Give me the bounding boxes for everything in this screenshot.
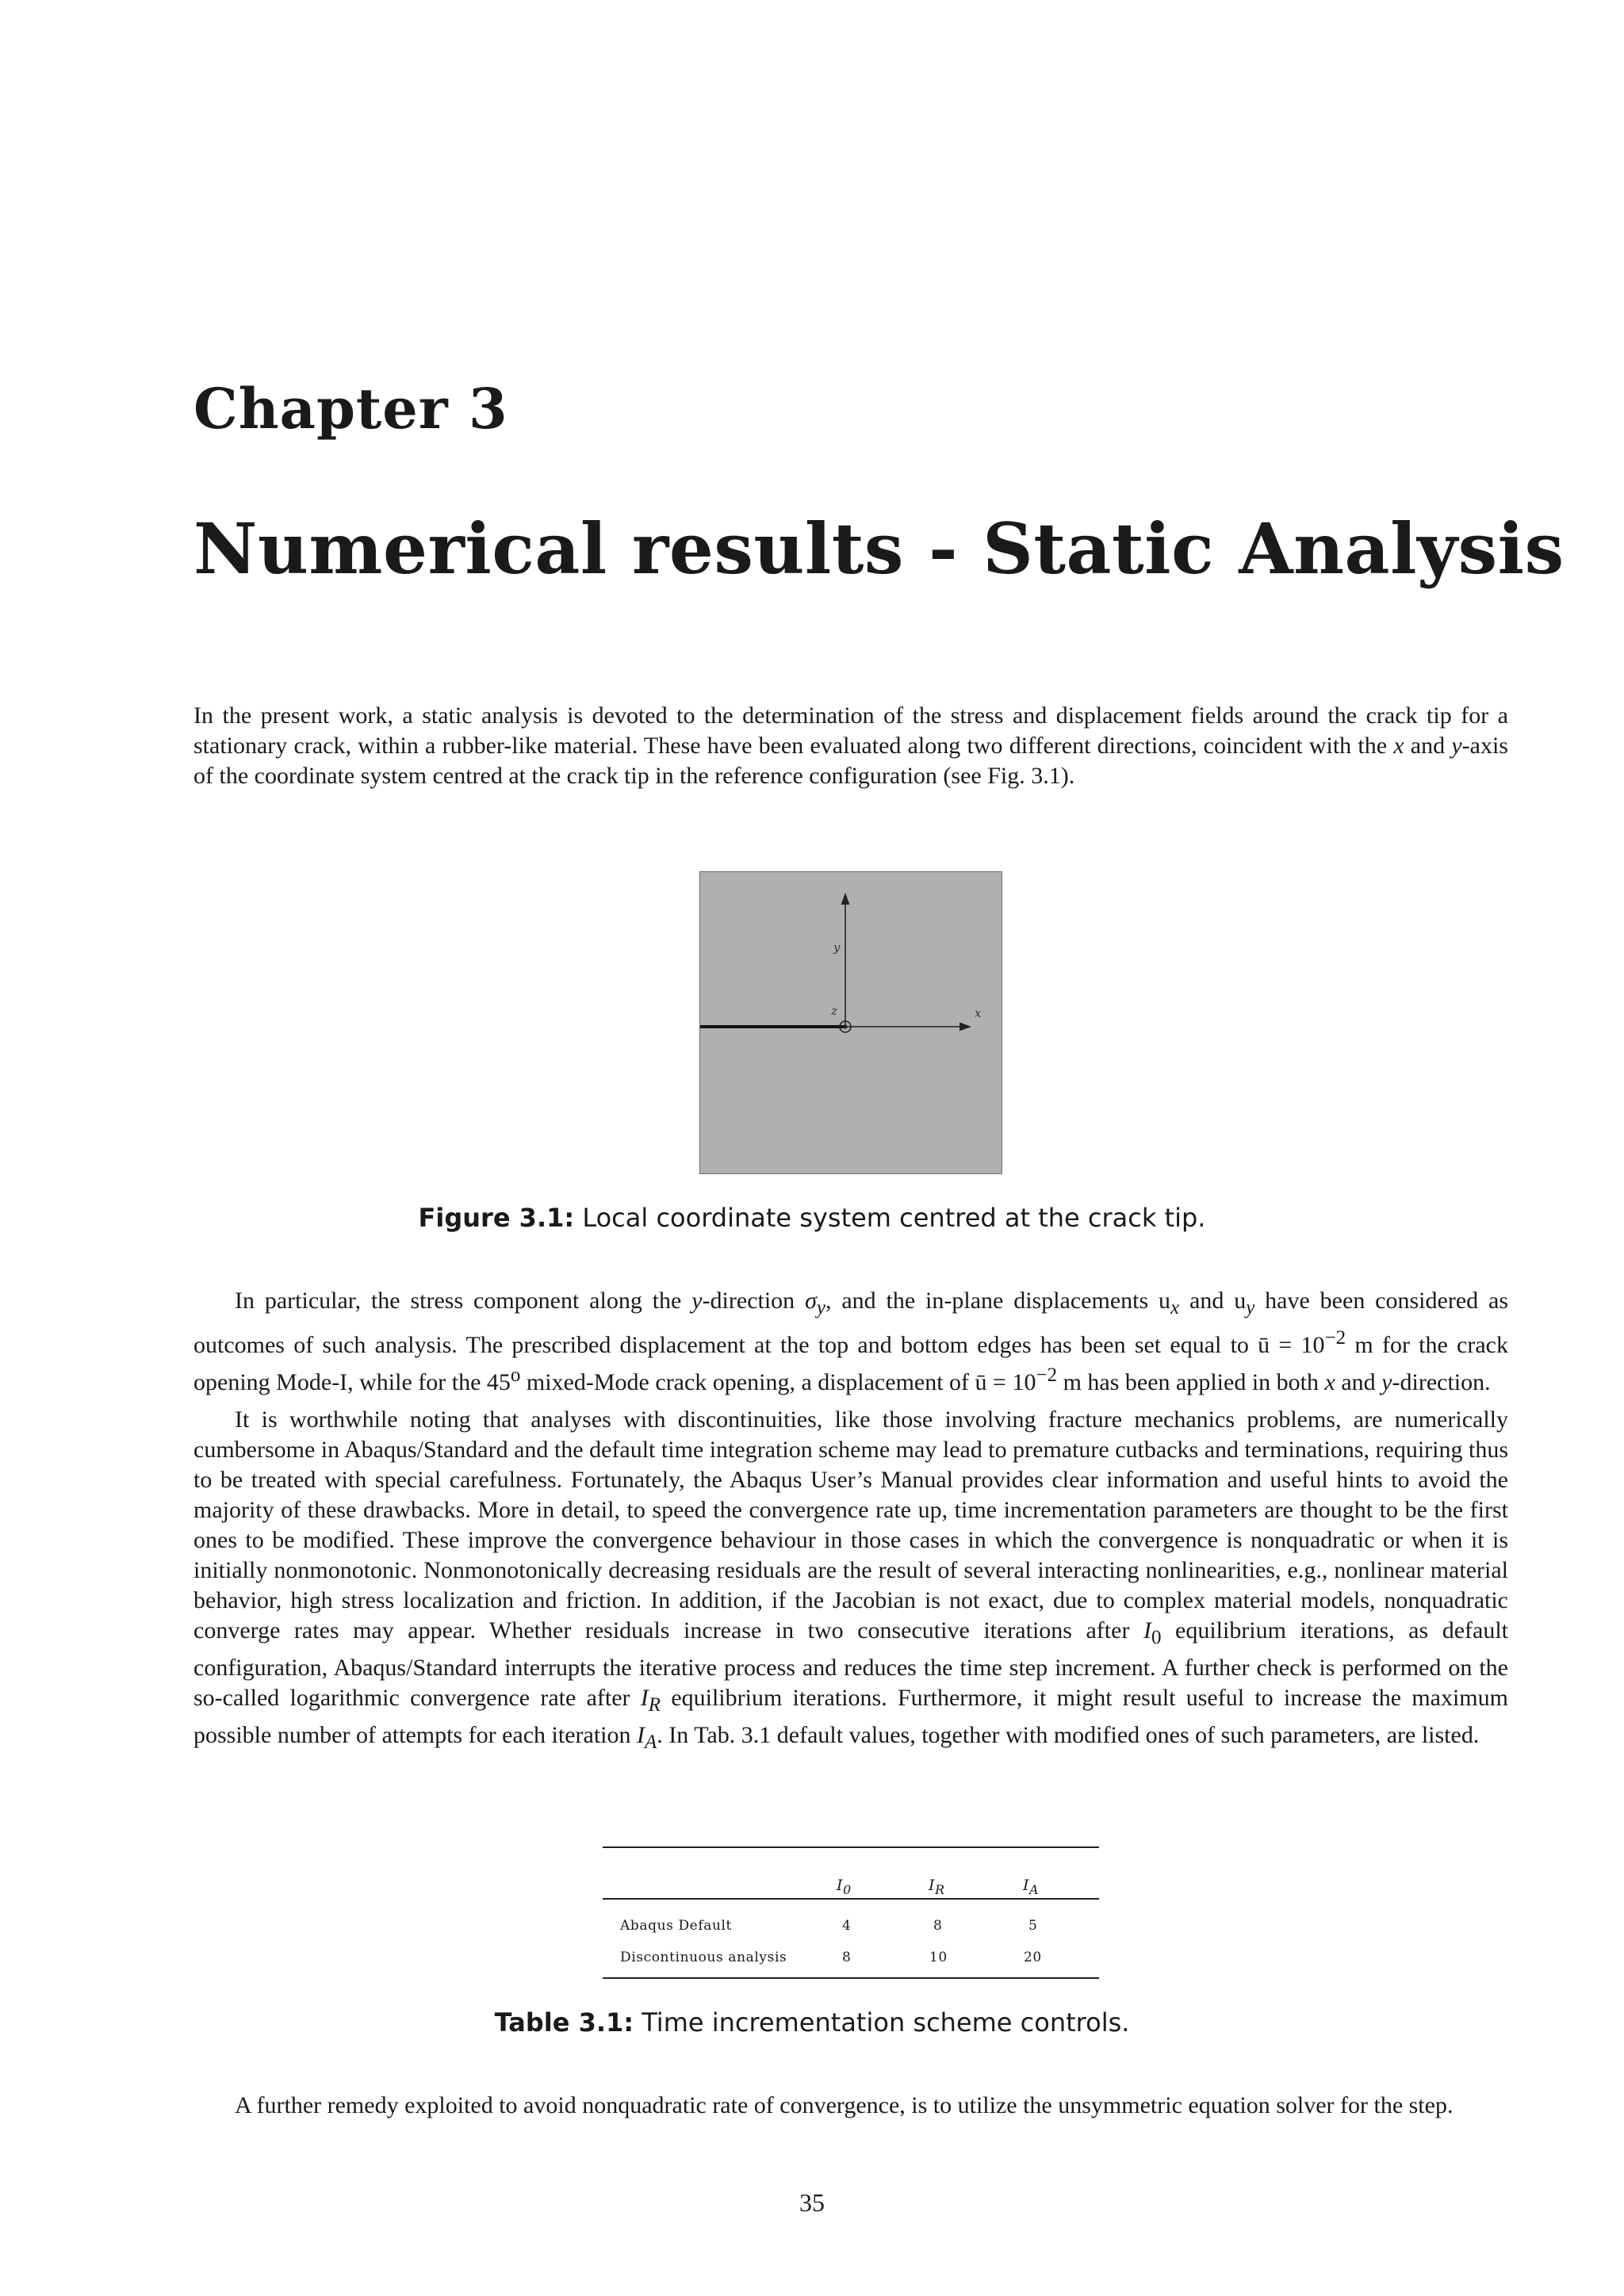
paragraph-time-incrementation: [193, 1405, 1508, 1758]
p3-text-1: It is worthwhile noting that analyses with discontinuities, like those involving fracture mechanics problems, are numerically cumbersome in Abaqus/Standard and the default time integration scheme may lead to premature cutbacks and terminations, requiring thus to be treated with special carefulness. Fortunately, the Abaqus User’s Manual provides clear information and useful hints to avoid the majority of these drawbacks. More in detail, to speed the convergence rate up, time incrementation parameters are thought to be the first ones to be modified. These improve the convergence behaviour in those cases in which the convergence is nonquadratic or when it is initially nonmonotonic. Nonmonotonically decreasing residuals are the result of several interacting nonlinearities, e.g., nonlinear material behavior, high stress localization and friction. In addition, if the Jacobian is not exact, due to complex material models, nonquadratic converge rates may appear. Whether residuals increase in two consecutive iterations after: [193, 1406, 1508, 1644]
table-cell: 4: [842, 1918, 852, 1934]
label-z: z: [831, 1004, 837, 1018]
paragraph-displacements: [193, 1286, 1508, 1398]
math-IA-sub: A: [645, 1732, 657, 1753]
math-sigma: σ: [805, 1288, 817, 1314]
p2-text-4: and u: [1179, 1288, 1247, 1314]
math-IR-sub: R: [648, 1694, 661, 1716]
p2-text-1: In particular, the stress component along the: [235, 1288, 692, 1314]
figure-caption-label: Figure 3.1:: [418, 1203, 575, 1233]
math-y: y: [1451, 733, 1462, 759]
chapter-title: Numerical results - Static Analysis: [193, 507, 1565, 590]
table-mid-rule: [603, 1898, 1099, 1900]
math-exponent: −2: [1036, 1364, 1058, 1386]
chapter-label: Chapter 3: [193, 376, 508, 442]
intro-paragraph: [193, 701, 1508, 791]
table-row-label: Discontinuous analysis: [620, 1950, 787, 1965]
figure-caption: [0, 1203, 1624, 1233]
table-cell: 5: [1028, 1918, 1038, 1934]
label-x: x: [975, 1006, 982, 1020]
math-ux-sub: x: [1170, 1297, 1180, 1318]
p2-text-10: -direction.: [1392, 1369, 1491, 1395]
math-exponent: −2: [1324, 1327, 1346, 1349]
p2-text-9: and: [1335, 1369, 1382, 1395]
math-I0: I: [1143, 1617, 1151, 1644]
math-uy-sub: y: [1246, 1297, 1255, 1318]
p2-text-6: m for the crack opening Mode-I, while for the 45: [193, 1332, 1508, 1395]
page-number: 35: [799, 2188, 825, 2217]
math-y: y: [691, 1288, 703, 1314]
y-axis-arrowhead: [841, 893, 850, 905]
table-caption: [0, 2007, 1624, 2038]
table-header-IA: $I_A$: [1023, 1877, 1040, 1897]
p3-text-2: equilibrium iterations, as default configuration, Abaqus/Standard interrupts the iterative process and reduces the time step increment. A further check is performed on the so-called logarithmic convergence rate after: [193, 1617, 1508, 1711]
z-axis-dot: [843, 1024, 847, 1028]
table-header-IR: $I_R$: [929, 1877, 945, 1897]
p3-text-4: . In Tab. 3.1 default values, together with modified ones of such parameters, are listed.: [657, 1722, 1480, 1748]
math-sigma-sub: y: [816, 1297, 825, 1318]
table-row-label: Abaqus Default: [620, 1918, 732, 1934]
intro-text-3: -axis of the coordinate system centred at the crack tip in the reference configuration (see Fig. 3.1).: [193, 733, 1508, 789]
table-top-rule: [603, 1846, 1099, 1848]
math-y: y: [1381, 1369, 1392, 1395]
p2-text-7: mixed-Mode crack opening, a displacement of ū = 10: [520, 1369, 1036, 1395]
table-cell: 20: [1024, 1950, 1042, 1965]
paragraph-unsymmetric-solver: A further remedy exploited to avoid nonquadratic rate of convergence, is to utilize the unsymmetric equation solver for the step.: [235, 2092, 1454, 2118]
p2-text-3: , and the in-plane displacements u: [825, 1288, 1171, 1314]
crack-tip-figure: [699, 871, 1002, 1174]
math-x: x: [1324, 1369, 1335, 1395]
table-cell: 8: [933, 1918, 943, 1934]
table-cell: 10: [929, 1950, 948, 1965]
p3-text-3: equilibrium iterations. Furthermore, it might result useful to increase the maximum possible number of attempts for each iteration: [193, 1685, 1508, 1748]
math-IR: I: [640, 1685, 649, 1711]
intro-text-2: and: [1404, 733, 1452, 759]
math-x: x: [1393, 733, 1404, 759]
coordinate-system-diagram: [700, 872, 1003, 1175]
table-header-I0: $I_0$: [837, 1877, 852, 1897]
label-y: y: [833, 940, 841, 955]
figure-caption-text: Local coordinate system centred at the crack tip.: [582, 1203, 1206, 1233]
p2-text-2: -direction: [702, 1288, 806, 1314]
table-bottom-rule: [603, 1977, 1099, 1979]
table-cell: 8: [842, 1950, 852, 1965]
table-caption-label: Table 3.1:: [494, 2007, 634, 2038]
math-I0-sub: 0: [1151, 1627, 1162, 1648]
math-degree: o: [510, 1364, 521, 1386]
x-axis-arrowhead: [959, 1023, 971, 1031]
math-IA: I: [637, 1722, 645, 1748]
p2-text-5: have been considered as outcomes of such analysis. The prescribed displacement at the top and bottom edges has been set equal to ū = 10: [193, 1288, 1508, 1358]
p2-text-8: m has been applied in both: [1057, 1369, 1325, 1395]
table-caption-text: Time incrementation scheme controls.: [642, 2007, 1130, 2038]
intro-text-1: In the present work, a static analysis is devoted to the determination of the stress and displacement fields around the crack tip for a stationary crack, within a rubber-like material. These have been evaluated along two different directions, coincident with the: [193, 702, 1508, 759]
